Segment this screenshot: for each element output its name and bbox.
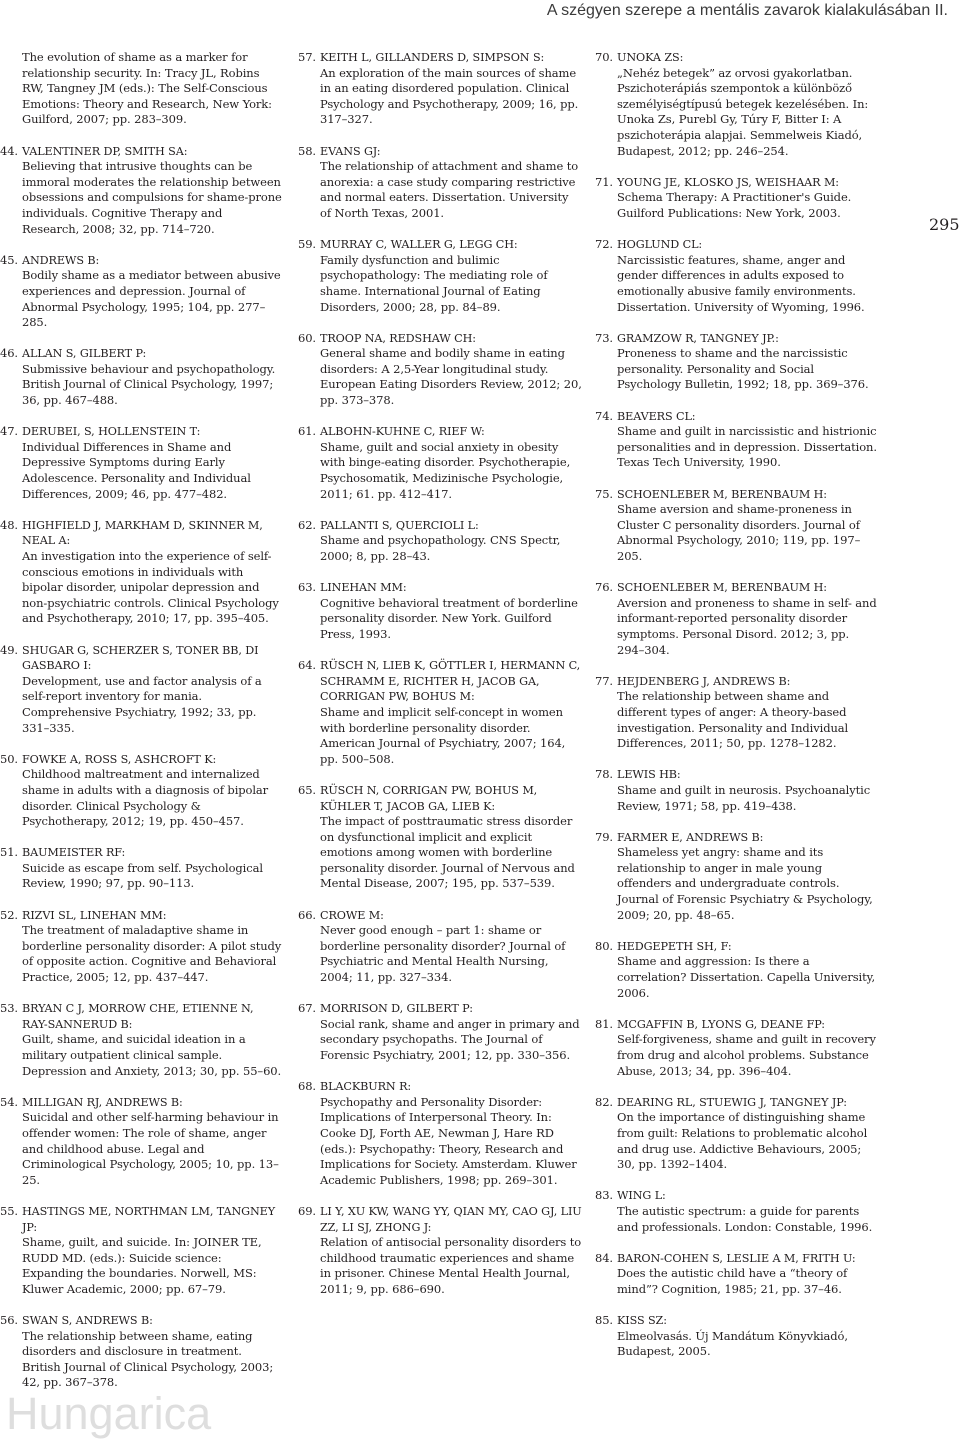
reference-entry [595, 1017, 877, 1079]
reference-entry [0, 1313, 282, 1391]
reference-details: „Nehéz betegek” az orvosi gyakorlatban. Pszichoterápiás szempontok a különböző személyiségtípusú betegek kezelésében. In: Unoka Zs, Purebl Gy, Túry F, Bitter I: A pszichoterápia alapjai. Semmelweis Kiadó, Budapest, 2012; pp. 246–254. [617, 65, 869, 158]
reference-number: 55. [0, 1203, 18, 1218]
reference-authors: HEDGEPETH SH, F: [617, 939, 732, 953]
reference-number: 57. [298, 50, 316, 64]
reference-details: Never good enough – part 1: shame or borderline personality disorder? Journal of Psychiatric and Mental Health Nursing, 2004; 11, pp. 327–334. [320, 923, 566, 985]
reference-entry [0, 144, 282, 238]
reference-number: 85. [595, 1313, 613, 1328]
reference-details: Shame and implicit self-concept in women with borderline personality disorder. American Journal of Psychiatry, 2007; 164, pp. 500–508. [320, 704, 566, 766]
reference-number: 63. [298, 580, 316, 595]
reference-number: 64. [298, 658, 316, 673]
reference-entry [298, 1001, 582, 1063]
reference-authors: SCHOENLEBER M, BERENBAUM H: [617, 487, 827, 501]
reference-details: The evolution of shame as a marker for relationship security. In: Tracy JL, Robins RW, Tangney JM (eds.): The Self-Conscious Emotions: Theory and Research, New York: Guilford, 2007; pp. 283–309. [22, 50, 272, 127]
reference-number: 58. [298, 143, 316, 158]
reference-number: 79. [595, 829, 613, 844]
reference-entry [595, 175, 877, 222]
reference-details: Does the autistic child have a “theory of mind”? Cognition, 1985; 21, pp. 37–46. [617, 1266, 848, 1296]
reference-authors: EVANS GJ: [320, 144, 381, 158]
reference-entry [595, 50, 877, 159]
reference-details: Narcissistic features, shame, anger and gender differences in adults exposed to emotionally abusive family environments. Dissertation. University of Wyoming, 1996. [617, 252, 865, 314]
reference-details: Relation of antisocial personality disorders to childhood traumatic experiences and shame in prisoner. Chinese Mental Health Journal, 2011; 9, pp. 686–690. [320, 1235, 582, 1296]
reference-details: Aversion and proneness to shame in self- and informant-reported personality disorder symptoms. Personal Disord. 2012; 3, pp. 294–304. [617, 595, 877, 657]
reference-entry [0, 752, 282, 830]
reference-number: 48. [0, 517, 18, 532]
reference-details: An investigation into the experience of self-conscious emotions in individuals with bipolar disorder, unipolar depression and non-psychiatric controls. Clinical Psychology and Psychotherapy, 2010; 17, pp. 395–405. [22, 549, 279, 626]
reference-number: 60. [298, 330, 316, 345]
reference-authors: MURRAY C, WALLER G, LEGG CH: [320, 238, 518, 252]
reference-details: The relationship between shame and different types of anger: A theory-based investigation. Personality and Individual Differences, 2011; 50, pp. 1278–1282. [617, 689, 849, 751]
reference-authors: ANDREWS B: [22, 253, 100, 267]
reference-details: Family dysfunction and bulimic psychopathology: The mediating role of shame. International Journal of Eating Disorders, 2000; 28, pp. 84–89. [320, 252, 548, 314]
reference-number: 84. [595, 1250, 613, 1265]
reference-details: Shame aversion and shame-proneness in Cluster C personality disorders. Journal of Abnormal Psychology, 2010; 119, pp. 197–205. [617, 502, 861, 563]
reference-entry [595, 830, 877, 924]
reference-details: Elmeolvasás. Új Mandátum Könyvkiadó, Budapest, 2005. [617, 1328, 848, 1359]
reference-number: 76. [595, 580, 613, 595]
reference-authors: ALLAN S, GILBERT P: [22, 347, 147, 361]
reference-authors: BARON-COHEN S, LESLIE A M, FRITH U: [617, 1251, 856, 1265]
reference-number: 53. [0, 1001, 18, 1016]
reference-number: 52. [0, 907, 18, 922]
reference-entry [595, 1188, 877, 1235]
reference-number: 61. [298, 424, 316, 439]
reference-entry [298, 580, 582, 642]
reference-number: 67. [298, 1001, 316, 1016]
reference-entry [0, 1095, 282, 1189]
reference-entry [595, 331, 877, 393]
reference-number: 49. [0, 642, 18, 657]
reference-entry [298, 144, 582, 222]
reference-number: 66. [298, 907, 316, 922]
reference-details: Shame and aggression: Is there a correlation? Dissertation. Capella University, 2006. [617, 954, 876, 1000]
reference-entry [595, 580, 877, 658]
reference-entry [298, 1079, 582, 1188]
reference-authors: BRYAN C J, MORROW CHE, ETIENNE N, RAY-SANNERUD B: [22, 1002, 254, 1031]
reference-column-2 [298, 50, 582, 1313]
reference-entry [595, 237, 877, 315]
reference-number: 78. [595, 767, 613, 782]
reference-authors: BEAVERS CL: [617, 409, 696, 423]
reference-authors: SCHOENLEBER M, BERENBAUM H: [617, 581, 827, 595]
reference-entry [595, 1251, 877, 1298]
reference-entry [298, 331, 582, 409]
reference-authors: FARMER E, ANDREWS B: [617, 830, 764, 844]
reference-details: The relationship of attachment and shame to anorexia: a case study comparing restrictive and normal eaters. Dissertation. University of North Texas, 2001. [320, 159, 579, 220]
reference-authors: PALLANTI S, QUERCIOLI L: [320, 518, 479, 532]
reference-authors: UNOKA ZS: [617, 51, 684, 64]
reference-details: Submissive behaviour and psychopathology. British Journal of Clinical Psychology, 1997; 36, pp. 467–488. [22, 361, 276, 408]
reference-entry [595, 409, 877, 471]
reference-number: 45. [0, 252, 18, 267]
reference-number: 81. [595, 1016, 613, 1031]
reference-number: 71. [595, 174, 613, 189]
reference-entry [595, 674, 877, 752]
reference-authors: MORRISON D, GILBERT P: [320, 1002, 473, 1016]
reference-entry [0, 424, 282, 502]
reference-entry [298, 518, 582, 565]
reference-authors: LI Y, XU KW, WANG YY, QIAN MY, CAO GJ, LIU ZZ, LI SJ, ZHONG J: [320, 1204, 582, 1234]
page-number: 295 [929, 215, 960, 234]
reference-entry [298, 783, 582, 892]
reference-authors: MILLIGAN RJ, ANDREWS B: [22, 1095, 183, 1109]
reference-authors: RIZVI SL, LINEHAN MM: [22, 908, 167, 922]
reference-number: 74. [595, 408, 613, 423]
reference-details: Bodily shame as a mediator between abusive experiences and depression. Journal of Abnormal Psychology, 1995; 104, pp. 277–285. [22, 268, 281, 330]
reference-details: Psychopathy and Personality Disorder: Implications of Interpersonal Theory. In: Cooke DJ, Forth AE, Newman J, Hare RD (eds.): Psychopathy: Theory, Research and Implications for Society. Amsterdam. Kluwer Academic Publishers, 1998; pp. 269–301. [320, 1094, 577, 1187]
reference-details: Individual Differences in Shame and Depressive Symptoms during Early Adolescence. Personality and Individual Differences, 2009; 46, pp. 477–482. [22, 439, 251, 501]
reference-details: Shame and guilt in narcissistic and histrionic personalities and in depression. Dissertation. Texas Tech University, 1990. [617, 424, 877, 470]
reference-authors: WING L: [617, 1189, 666, 1203]
reference-details: Shame, guilt, and suicide. In: JOINER TE, RUDD MD. (eds.): Suicide science: Expanding the boundaries. Norwell, MS: Kluwer Academic, 2000; pp. 67–79. [22, 1235, 262, 1296]
reference-details: Shame and psychopathology. CNS Spectr, 2000; 8, pp. 28–43. [320, 533, 561, 563]
reference-authors: VALENTINER DP, SMITH SA: [22, 144, 188, 158]
reference-authors: ALBOHN-KUHNE C, RIEF W: [320, 425, 485, 439]
reference-authors: HEJDENBERG J, ANDREWS B: [617, 674, 791, 688]
reference-details: On the importance of distinguishing shame from guilt: Relations to problematic alcohol and drug use. Addictive Behaviours, 2005; 30, pp. 1392–1404. [617, 1110, 868, 1172]
reference-details: Self-forgiveness, shame and guilt in recovery from drug and alcohol problems. Substance Abuse, 2013; 34, pp. 396–404. [617, 1032, 876, 1078]
reference-column-3 [595, 50, 877, 1375]
reference-authors: LINEHAN MM: [320, 581, 407, 595]
reference-entry [595, 939, 877, 1001]
reference-authors: TROOP NA, REDSHAW CH: [320, 331, 476, 345]
reference-details: Development, use and factor analysis of a self-report inventory for mania. Comprehensive Psychiatry, 1992; 33, pp. 331–335. [22, 673, 262, 735]
reference-entry [298, 424, 582, 502]
reference-authors: HOGLUND CL: [617, 238, 703, 252]
reference-number: 75. [595, 486, 613, 501]
reference-details: General shame and bodily shame in eating disorders: A 2,5-Year longitudinal study. European Eating Disorders Review, 2012; 20, pp. 373–378. [320, 346, 582, 408]
reference-entry [595, 767, 877, 814]
reference-details: Proneness to shame and the narcissistic personality. Personality and Social Psychology Bulletin, 1992; 18, pp. 369–376. [617, 346, 869, 392]
reference-authors: HASTINGS ME, NORTHMAN LM, TANGNEY JP: [22, 1204, 276, 1234]
reference-authors: RÜSCH N, CORRIGAN PW, BOHUS M, KÜHLER T, JACOB GA, LIEB K: [320, 783, 538, 813]
reference-entry [0, 845, 282, 892]
reference-authors: HIGHFIELD J, MARKHAM D, SKINNER M, NEAL A: [22, 518, 263, 548]
reference-details: Social rank, shame and anger in primary and secondary psychopaths. The Journal of Forensic Psychiatry, 2001; 12, pp. 330–356. [320, 1016, 580, 1062]
reference-details: The treatment of maladaptive shame in borderline personality disorder: A pilot study of opposite action. Cognitive and Behavioral Practice, 2005; 12, pp. 437–447. [22, 923, 282, 985]
reference-column-1 [0, 50, 282, 1407]
reference-entry [298, 50, 582, 128]
reference-number: 47. [0, 424, 18, 439]
reference-number: 56. [0, 1313, 18, 1328]
reference-details: The autistic spectrum: a guide for parents and professionals. London: Constable, 1996. [617, 1203, 873, 1234]
reference-details: The impact of posttraumatic stress disorder on dysfunctional implicit and explicit emotions among women with borderline personality disorder. Journal of Nervous and Mental Disease, 2007; 195, pp. 537–539. [320, 814, 575, 891]
reference-details: Suicide as escape from self. Psychological Review, 1990; 97, pp. 90–113. [22, 860, 263, 891]
reference-number: 80. [595, 938, 613, 953]
reference-entry [0, 50, 282, 128]
reference-entry [298, 908, 582, 986]
reference-entry [0, 518, 282, 627]
reference-authors: MCGAFFIN B, LYONS G, DEANE FP: [617, 1017, 825, 1031]
reference-details: Shameless yet angry: shame and its relationship to anger in male young offenders and undergraduate controls. Journal of Forensic Psychiatry & Psychology, 2009; 20, pp. 48–65. [617, 845, 873, 922]
reference-number: 50. [0, 751, 18, 766]
reference-authors: BLACKBURN R: [320, 1080, 412, 1094]
reference-number: 59. [298, 237, 316, 252]
reference-entry [298, 237, 582, 315]
reference-entry [0, 346, 282, 408]
reference-details: Suicidal and other self-harming behaviour in offender women: The role of shame, anger and childhood abuse. Legal and Criminological Psychology, 2005; 10, pp. 13–25. [22, 1110, 279, 1187]
reference-number: 70. [595, 50, 613, 64]
reference-number: 44. [0, 143, 18, 158]
reference-authors: GRAMZOW R, TANGNEY JP.: [617, 331, 779, 345]
reference-entry [0, 1204, 282, 1298]
reference-details: Shame, guilt and social anxiety in obesity with binge-eating disorder. Psychotherapie, Psychosomatik, Medizinische Psychologie, 2011; 61. pp. 412–417. [320, 439, 571, 501]
reference-authors: CROWE M: [320, 908, 384, 922]
reference-entry [298, 658, 582, 767]
reference-authors: YOUNG JE, KLOSKO JS, WEISHAAR M: [617, 175, 839, 189]
reference-number: 65. [298, 782, 316, 797]
reference-authors: FOWKE A, ROSS S, ASHCROFT K: [22, 752, 217, 766]
reference-details: Cognitive behavioral treatment of borderline personality disorder. New York. Guilford Press, 1993. [320, 595, 578, 641]
reference-entry [595, 1313, 877, 1360]
reference-number: 54. [0, 1094, 18, 1109]
reference-authors: KEITH L, GILLANDERS D, SIMPSON S: [320, 51, 545, 64]
reference-entry [0, 908, 282, 986]
reference-details: Shame and guilt in neurosis. Psychoanalytic Review, 1971; 58, pp. 419–438. [617, 782, 871, 813]
running-title: A szégyen szerepe a mentális zavarok kialakulásában II. [546, 2, 948, 19]
reference-number: 77. [595, 673, 613, 688]
reference-authors: RÜSCH N, LIEB K, GÖTTLER I, HERMANN C, SCHRAMM E, RICHTER H, JACOB GA, CORRIGAN PW, BOHUS M: [320, 659, 581, 704]
reference-number: 69. [298, 1203, 316, 1218]
reference-entry [0, 1001, 282, 1079]
reference-number: 62. [298, 517, 316, 532]
reference-number: 82. [595, 1094, 613, 1109]
reference-number: 51. [0, 845, 18, 860]
reference-authors: DERUBEI, S, HOLLENSTEIN T: [22, 425, 201, 439]
reference-authors: BAUMEISTER RF: [22, 846, 126, 860]
reference-details: An exploration of the main sources of shame in an eating disordered population. Clinical Psychology and Psychotherapy, 2009; 16, pp. 317–327. [320, 65, 579, 127]
reference-details: Childhood maltreatment and internalized shame in adults with a diagnosis of bipolar disorder. Clinical Psychology & Psychotherapy, 2012; 19, pp. 450–457. [22, 767, 269, 829]
reference-details: Guilt, shame, and suicidal ideation in a military outpatient clinical sample. Depression and Anxiety, 2013; 30, pp. 55–60. [22, 1032, 282, 1078]
reference-details: The relationship between shame, eating disorders and disclosure in treatment. British Journal of Clinical Psychology, 2003; 42, pp. 367–378. [22, 1328, 274, 1390]
reference-entry [0, 253, 282, 331]
reference-number: 72. [595, 237, 613, 252]
reference-authors: SHUGAR G, SCHERZER S, TONER BB, DI GASBARO I: [22, 643, 259, 673]
reference-details: Schema Therapy: A Practitioner's Guide. Guilford Publications: New York, 2003. [617, 190, 852, 220]
reference-authors: DEARING RL, STUEWIG J, TANGNEY JP: [617, 1095, 847, 1109]
reference-authors: SWAN S, ANDREWS B: [22, 1314, 153, 1328]
reference-entry [298, 1204, 582, 1298]
reference-number: 68. [298, 1079, 316, 1094]
reference-entry [595, 487, 877, 565]
reference-number: 46. [0, 346, 18, 361]
reference-entry [595, 1095, 877, 1173]
reference-number: 73. [595, 330, 613, 345]
reference-details: Believing that intrusive thoughts can be immoral moderates the relationship between obsessions and compulsions for shame-prone individuals. Cognitive Therapy and Research, 2008; 32, pp. 714–720. [22, 159, 282, 236]
reference-authors: LEWIS HB: [617, 768, 681, 782]
publisher-watermark: Hungarica [6, 1388, 212, 1439]
reference-entry [0, 643, 282, 737]
reference-authors: KISS SZ: [617, 1314, 667, 1328]
reference-number: 83. [595, 1188, 613, 1203]
